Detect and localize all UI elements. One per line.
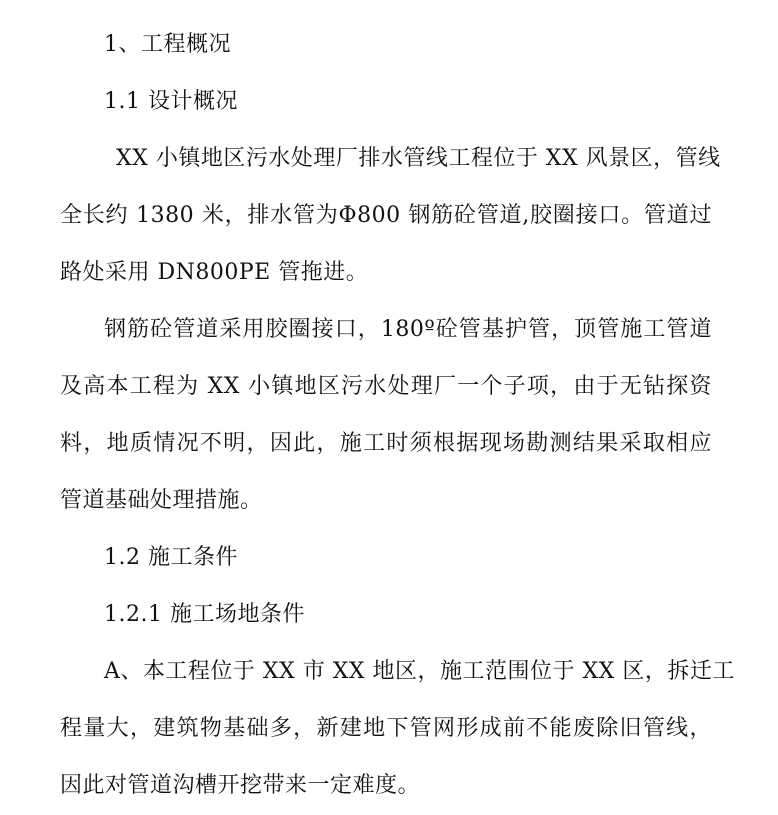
paragraph-1-line-2: 全长约 1380 米，排水管为Φ800 钢筋砼管道,胶圈接口。管道过 [60, 203, 712, 228]
paragraph-1-line-1: XX 小镇地区污水处理厂排水管线工程位于 XX 风景区，管线 [116, 146, 721, 171]
heading-construction-conditions: 1.2 施工条件 [104, 545, 238, 570]
paragraph-2-line-3: 料，地质情况不明，因此，施工时须根据现场勘测结果采取相应 [60, 431, 712, 456]
paragraph-2-line-2: 及高本工程为 XX 小镇地区污水处理厂一个子项，由于无钻探资 [60, 374, 712, 399]
paragraph-3-line-2: 程量大，建筑物基础多，新建地下管网形成前不能废除旧管线， [60, 716, 712, 741]
paragraph-3-line-1: A、本工程位于 XX 市 XX 地区，施工范围位于 XX 区，拆迁工 [104, 659, 735, 684]
heading-design-overview: 1.1 设计概况 [104, 89, 238, 114]
paragraph-3-line-3: 因此对管道沟槽开挖带来一定难度。 [60, 773, 421, 798]
paragraph-2-line-4: 管道基础处理措施。 [60, 488, 263, 513]
paragraph-1-line-3: 路处采用 DN800PE 管拖进。 [60, 260, 369, 285]
heading-project-overview: 1、工程概况 [104, 32, 231, 57]
paragraph-2-line-1: 钢筋砼管道采用胶圈接口，180º砼管基护管，顶管施工管道 [104, 317, 712, 342]
heading-site-conditions: 1.2.1 施工场地条件 [104, 602, 305, 627]
